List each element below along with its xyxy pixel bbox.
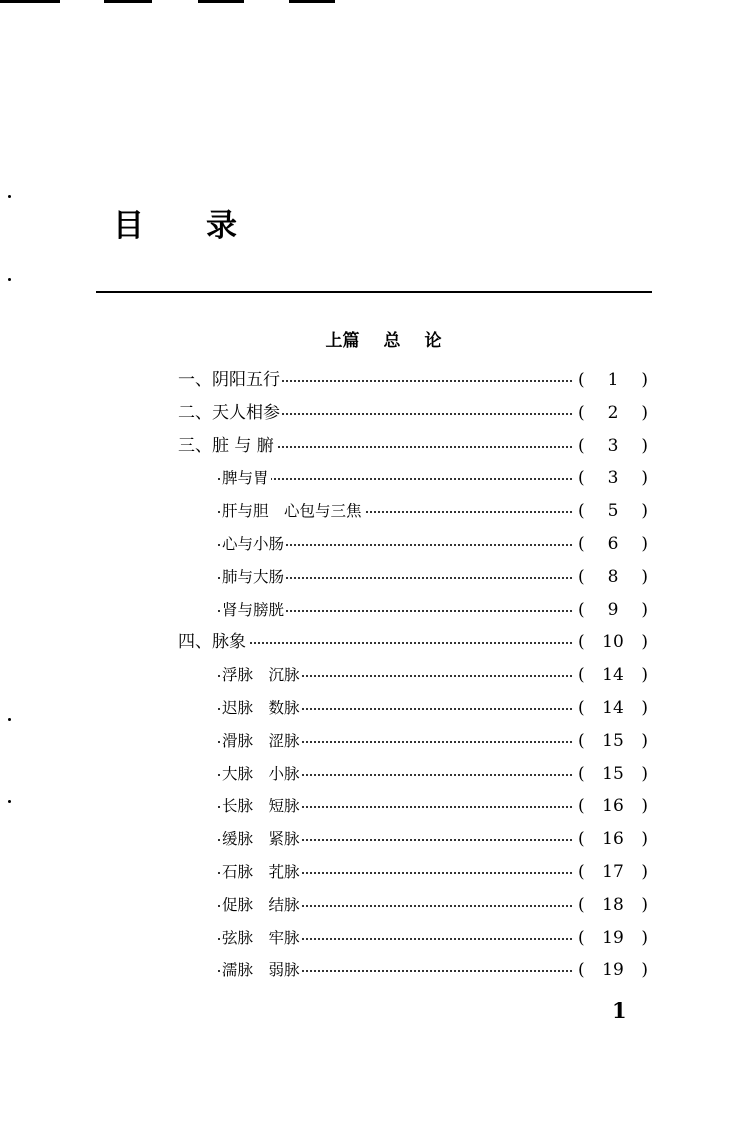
open-paren: ( (578, 632, 585, 653)
open-paren: ( (578, 599, 585, 620)
title-rule (96, 291, 652, 293)
toc-entry-label: 石脉 芤脉 (222, 856, 302, 889)
title-char-2: 录 (206, 208, 237, 244)
page-number-value: 3 (607, 468, 619, 489)
open-paren: ( (578, 861, 585, 882)
toc-entry-page (578, 397, 648, 430)
toc-entry (178, 889, 648, 922)
toc-entry-label: 心与小肠 (222, 528, 286, 561)
section-heading-part2: 总 (383, 331, 401, 351)
toc-entry (178, 856, 648, 889)
scan-speck (8, 718, 11, 721)
page-number-value: 19 (602, 960, 624, 981)
toc-entry-page (578, 856, 648, 889)
close-paren: ) (641, 697, 648, 718)
close-paren: ) (641, 370, 648, 390)
page-number-value: 3 (607, 435, 619, 456)
toc-entry-label: 四、脉象 (178, 626, 248, 659)
open-paren: ( (578, 697, 585, 718)
open-paren: ( (578, 435, 585, 456)
toc-entry-label: 濡脉 弱脉 (222, 954, 302, 987)
open-paren: ( (578, 730, 585, 751)
open-paren: ( (578, 566, 585, 587)
page-number-value: 14 (602, 697, 624, 718)
toc-entry (178, 364, 648, 397)
open-paren: ( (578, 468, 585, 489)
toc-entry (178, 659, 648, 692)
toc-entry-page (578, 626, 648, 659)
toc-entry-page (578, 790, 648, 823)
open-paren: ( (578, 533, 585, 554)
toc-entry-page (578, 954, 648, 987)
close-paren: ) (641, 960, 648, 981)
toc-entry-label: 肝与胆 心包与三焦 (222, 495, 364, 528)
open-paren: ( (578, 501, 585, 522)
toc-entry-label: 脾与胃 (222, 462, 271, 495)
toc-entry (178, 495, 648, 528)
top-edge-marks (0, 0, 747, 6)
toc-entry-page (578, 922, 648, 955)
page-number-value: 15 (602, 730, 624, 751)
page-title (113, 200, 237, 245)
leader-dots (218, 642, 572, 644)
toc-entry-label: 滑脉 涩脉 (222, 725, 302, 758)
toc-entry-page (578, 364, 648, 397)
toc-entry (178, 954, 648, 987)
toc-entry-label: 二、天人相参 (178, 397, 282, 430)
close-paren: ) (641, 829, 648, 850)
page-number-value: 9 (607, 599, 619, 620)
open-paren: ( (578, 402, 585, 423)
toc-entry-label: 三、脏 与 腑 (178, 430, 276, 463)
toc-entry (178, 922, 648, 955)
toc-entry-page (578, 889, 648, 922)
toc-entry-page (578, 758, 648, 791)
toc-entry (178, 725, 648, 758)
toc-entry (178, 462, 648, 495)
toc-entry (178, 692, 648, 725)
toc-entry-page (578, 495, 648, 528)
open-paren: ( (578, 960, 585, 981)
close-paren: ) (641, 402, 648, 423)
page-number-value: 8 (607, 566, 619, 587)
toc-entry (178, 397, 648, 430)
section-heading-part3: 论 (424, 331, 442, 351)
close-paren: ) (641, 927, 648, 948)
close-paren: ) (641, 566, 648, 587)
toc-entry-page (578, 561, 648, 594)
page-number-value: 14 (602, 665, 624, 686)
toc-entry-label: 促脉 结脉 (222, 889, 302, 922)
leader-dots (218, 478, 572, 480)
table-of-contents (178, 364, 648, 987)
toc-entry-page (578, 659, 648, 692)
toc-entry-label: 浮脉 沉脉 (222, 659, 302, 692)
toc-entry (178, 626, 648, 659)
close-paren: ) (641, 599, 648, 620)
toc-entry-label: 肾与膀胱 (222, 594, 286, 627)
page-number-value: 16 (602, 829, 624, 850)
toc-entry-page (578, 725, 648, 758)
toc-entry (178, 790, 648, 823)
close-paren: ) (641, 894, 648, 915)
open-paren: ( (578, 894, 585, 915)
toc-entry-label: 肺与大肠 (222, 561, 286, 594)
close-paren: ) (641, 435, 648, 456)
title-char-1: 目 (113, 208, 144, 244)
page-number-value: 15 (602, 763, 624, 784)
section-heading-part1: 上篇 (325, 331, 360, 351)
toc-entry (178, 561, 648, 594)
page-number-value: 19 (602, 927, 624, 948)
close-paren: ) (641, 533, 648, 554)
toc-entry-label: 缓脉 紧脉 (222, 823, 302, 856)
close-paren: ) (641, 665, 648, 686)
page-number-value: 16 (602, 796, 624, 817)
close-paren: ) (641, 730, 648, 751)
scan-speck (8, 195, 11, 198)
toc-entry-page (578, 823, 648, 856)
close-paren: ) (641, 861, 648, 882)
page-number-value: 2 (607, 402, 619, 423)
scan-speck (8, 800, 11, 803)
close-paren: ) (641, 501, 648, 522)
toc-entry-label: 一、阴阳五行 (178, 364, 282, 397)
toc-entry-page (578, 462, 648, 495)
close-paren: ) (641, 796, 648, 817)
close-paren: ) (641, 632, 648, 653)
toc-entry-page (578, 430, 648, 463)
close-paren: ) (641, 468, 648, 489)
section-heading (0, 326, 747, 351)
toc-entry-label: 长脉 短脉 (222, 790, 302, 823)
toc-entry-label: 迟脉 数脉 (222, 692, 302, 725)
open-paren: ( (578, 796, 585, 817)
toc-entry (178, 430, 648, 463)
page-number: 1 (612, 998, 627, 1023)
toc-entry-label: 弦脉 牢脉 (222, 922, 302, 955)
toc-entry (178, 528, 648, 561)
toc-entry-label: 大脉 小脉 (222, 758, 302, 791)
toc-entry-page (578, 692, 648, 725)
toc-entry (178, 594, 648, 627)
open-paren: ( (578, 370, 585, 390)
page-number-value: 6 (607, 533, 619, 554)
page-number-value: 10 (602, 632, 624, 653)
page-number-value: 5 (607, 501, 619, 522)
page-number-value: 18 (602, 894, 624, 915)
page-number-value: 17 (602, 861, 624, 882)
open-paren: ( (578, 665, 585, 686)
toc-entry-page (578, 528, 648, 561)
open-paren: ( (578, 829, 585, 850)
toc-entry (178, 823, 648, 856)
close-paren: ) (641, 763, 648, 784)
open-paren: ( (578, 927, 585, 948)
toc-entry-page (578, 594, 648, 627)
page-number-value: 1 (607, 370, 619, 390)
scan-speck (8, 278, 11, 281)
open-paren: ( (578, 763, 585, 784)
toc-entry (178, 758, 648, 791)
